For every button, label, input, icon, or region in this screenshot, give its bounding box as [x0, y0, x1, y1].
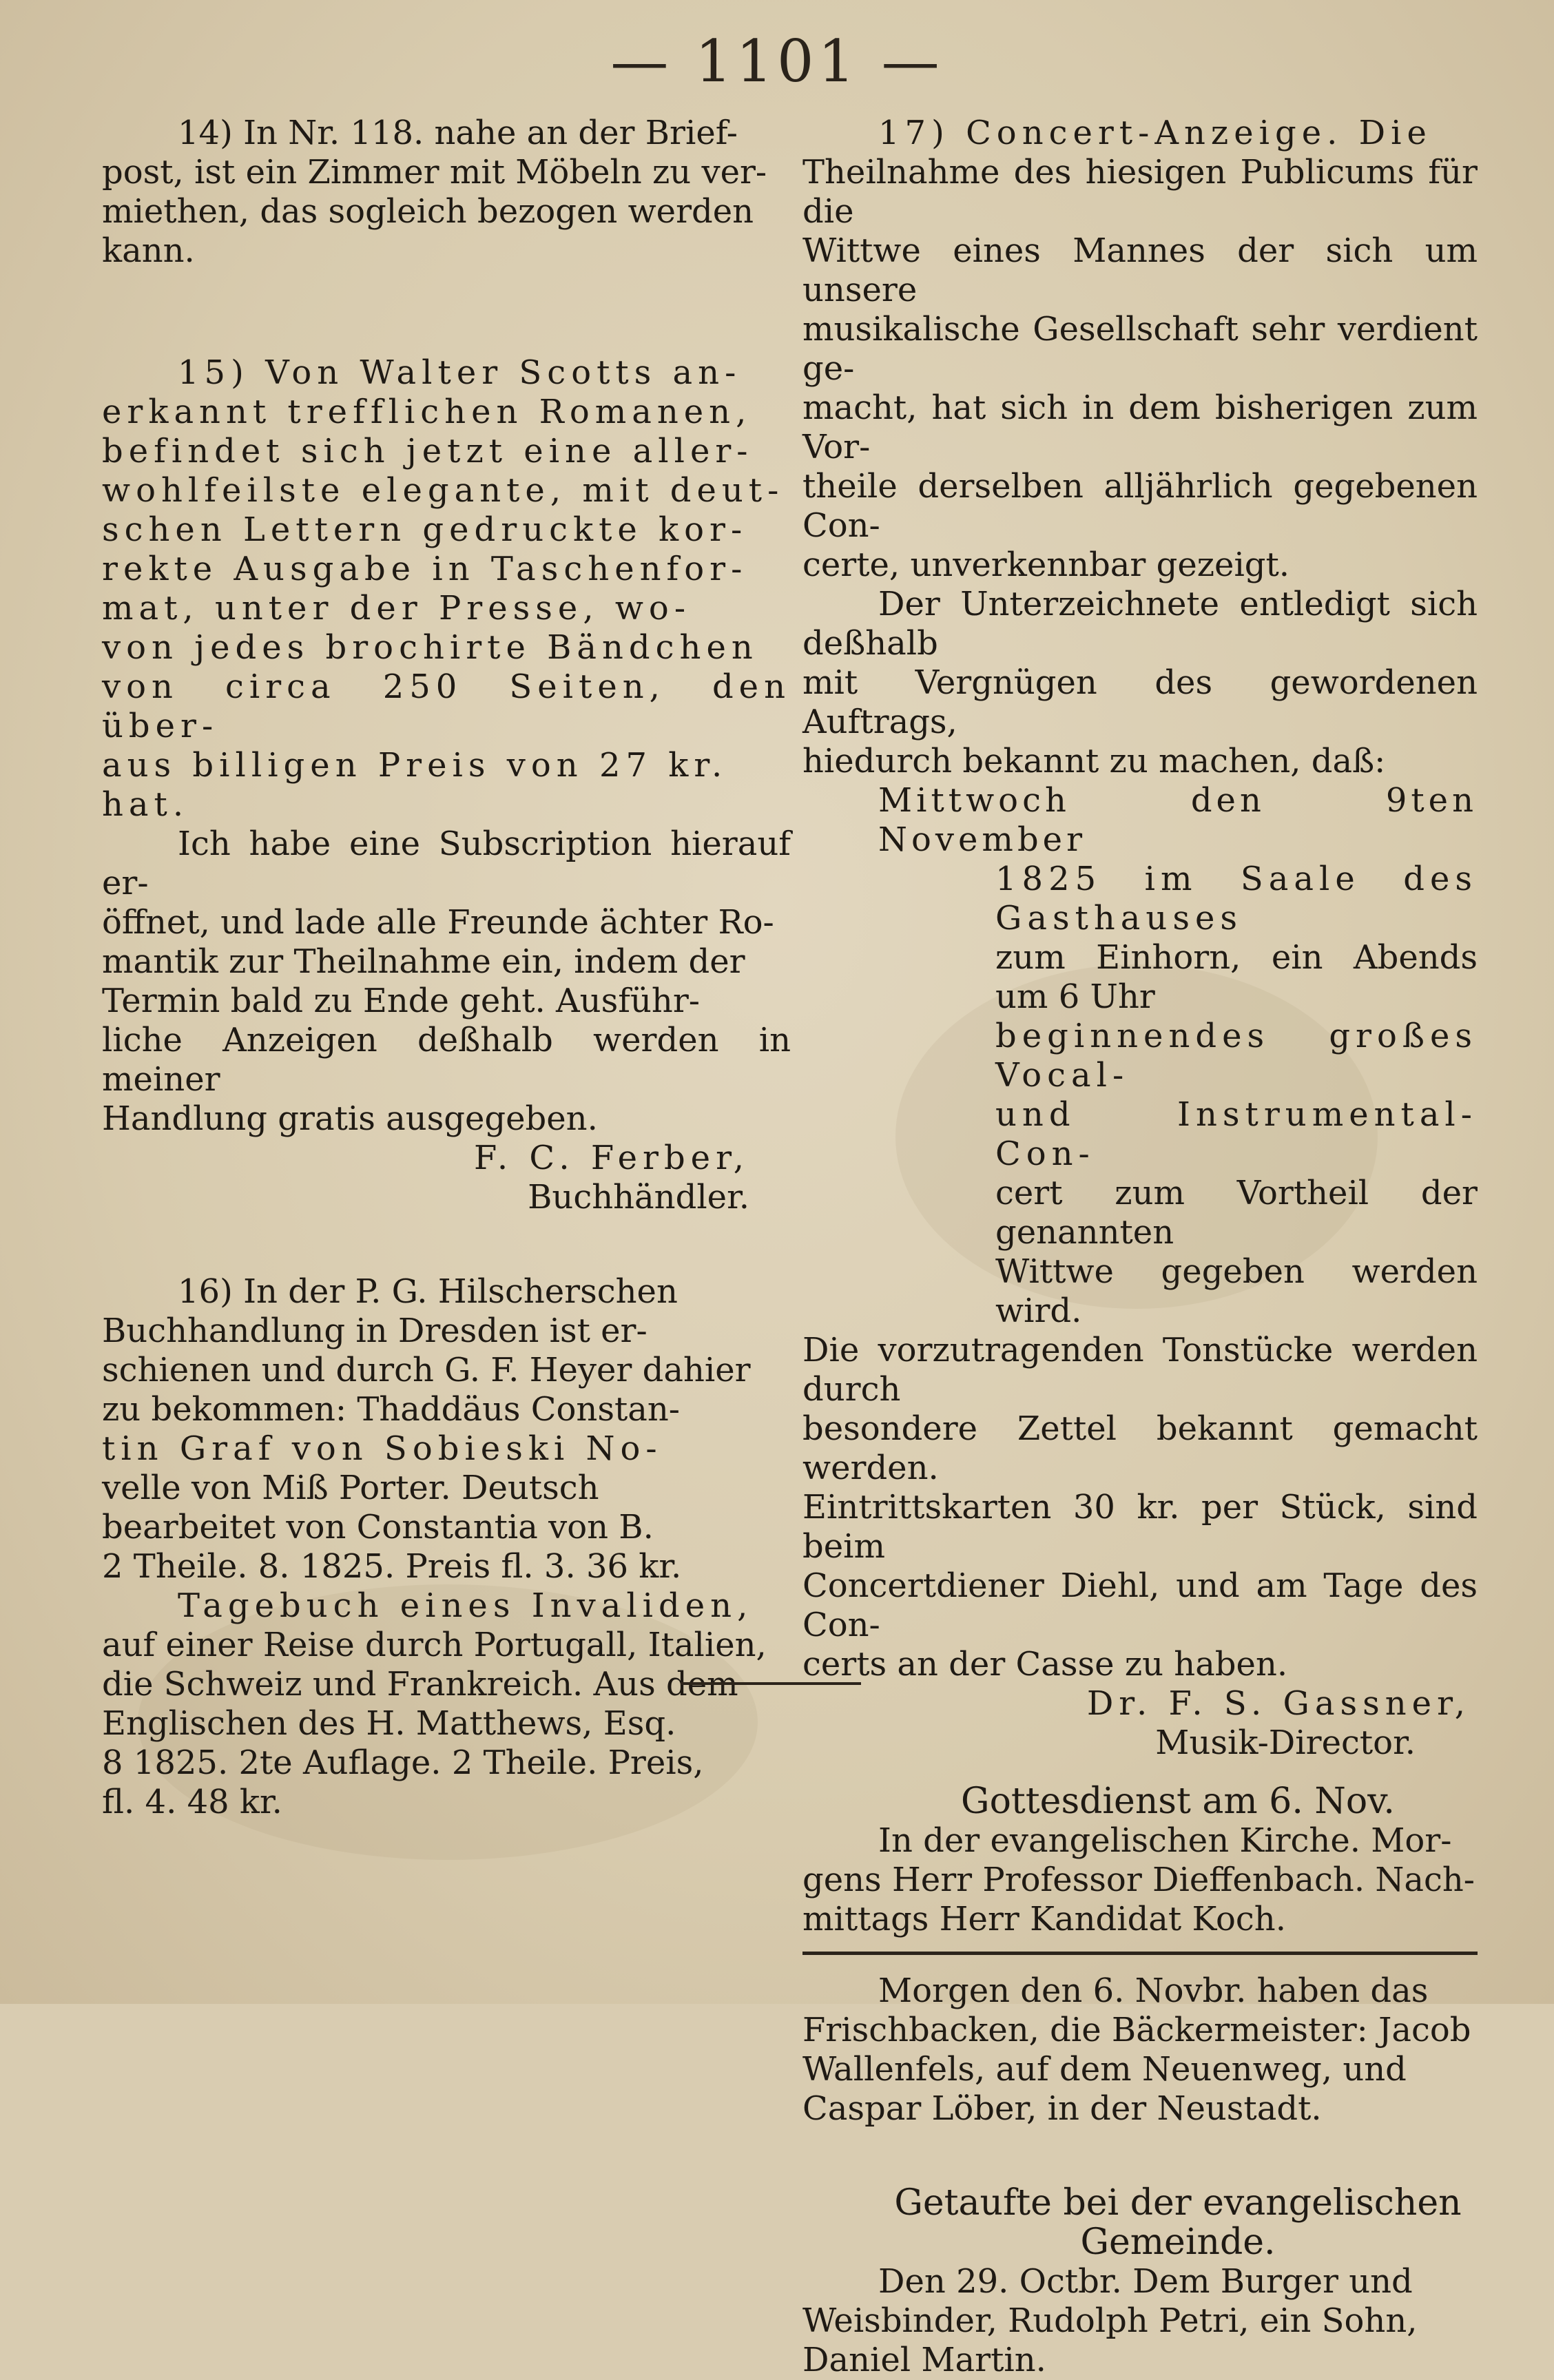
text-line: Ich habe eine Subscription hierauf er- [102, 825, 791, 902]
baptisms [802, 2184, 1478, 2380]
text-line: fl. 4. 48 kr. [102, 1783, 282, 1821]
text-line: Wittwe eines Mannes der sich um unsere [802, 231, 1478, 309]
text-line: certs an der Casse zu haben. [802, 1645, 1288, 1684]
text-line: Theilnahme des hiesigen Publicums für die [802, 153, 1478, 231]
left-column [102, 114, 791, 1822]
text-line: musikalische Gesellschaft sehr verdient ge- [802, 310, 1478, 388]
text-line: mat, unter der Presse, wo- [102, 589, 692, 628]
signature-title: Buchhändler. [528, 1178, 749, 1217]
notice-16 [102, 1272, 791, 1822]
church-services [802, 1782, 1478, 1939]
section-divider [802, 1952, 1478, 1955]
text-line: Frischbacken, die Bäckermeister: Jacob [802, 2011, 1471, 2049]
text-line: schen Lettern gedruckte kor- [102, 510, 748, 549]
text-line: die Schweiz und Frankreich. Aus dem [102, 1665, 738, 1704]
text-line: und Instrumental-Con- [995, 1095, 1478, 1173]
text-line: 8 1825. 2te Auflage. 2 Theile. Preis, [102, 1743, 704, 1782]
text-line: Tagebuch eines Invaliden, [178, 1586, 754, 1625]
text-line: Handlung gratis ausgegeben. [102, 1099, 598, 1138]
signature-name: Dr. F. S. Gassner, [1086, 1684, 1471, 1723]
notice-17 [802, 114, 1478, 1763]
text-line: Wallenfels, auf dem Neuenweg, und [802, 2050, 1407, 2089]
text-line: Buchhandlung in Dresden ist er- [102, 1312, 648, 1350]
text-line: cert zum Vortheil der genannten [995, 1174, 1478, 1252]
text-line: Morgen den 6. Novbr. haben das [878, 1972, 1429, 2010]
text-line: Der Unterzeichnete entledigt sich deßhalb [802, 585, 1478, 663]
text-line: post, ist ein Zimmer mit Möbeln zu ver- [102, 153, 767, 192]
text-line: certe, unverkennbar gezeigt. [802, 546, 1290, 584]
text-line: kann. [102, 231, 195, 270]
signature-title: Musik-Director. [1155, 1724, 1416, 1762]
text-line: tin Graf von Sobieski No- [102, 1429, 663, 1468]
text-line: 2 Theile. 8. 1825. Preis fl. 3. 36 kr. [102, 1547, 682, 1586]
text-line: besondere Zettel bekannt gemacht werden. [802, 1409, 1478, 1487]
text-line: Mittwoch den 9ten November [878, 781, 1478, 859]
text-line: Weisbinder, Rudolph Petri, ein Sohn, [802, 2301, 1418, 2340]
text-line: schienen und durch G. F. Heyer dahier [102, 1351, 751, 1389]
bakers-notice [802, 1972, 1478, 2129]
text-line: hiedurch bekannt zu machen, daß: [802, 742, 1386, 780]
text-line: befindet sich jetzt eine aller- [102, 432, 754, 470]
baptised-heading: Gemeinde. [1080, 2222, 1276, 2263]
text-line: zum Einhorn, ein Abends um 6 Uhr [995, 938, 1478, 1016]
signature-name: F. C. Ferber, [474, 1139, 749, 1177]
text-line: rekte Ausgabe in Taschenfor- [102, 550, 748, 588]
text-line: Caspar Löber, in der Neustadt. [802, 2089, 1322, 2128]
notice-15 [102, 353, 791, 1217]
service-heading: Gottesdienst am 6. Nov. [961, 1781, 1395, 1822]
text-line: Wittwe gegeben werden wird. [995, 1252, 1478, 1330]
text-line: von circa 250 Seiten, den über- [102, 668, 791, 745]
text-line: 17) Concert-Anzeige. Die [878, 114, 1432, 152]
text-line: 14) In Nr. 118. nahe an der Brief- [178, 114, 738, 152]
text-line: zu bekommen: Thaddäus Constan- [102, 1390, 680, 1429]
text-line: erkannt trefflichen Romanen, [102, 393, 752, 431]
notice-14 [102, 114, 791, 271]
text-line: gens Herr Professor Dieffenbach. Nach- [802, 1861, 1475, 1899]
text-line: Concertdiener Diehl, und am Tage des Con- [802, 1566, 1478, 1644]
end-rule [681, 1682, 861, 1685]
baptised-heading: Getaufte bei der evangelischen [894, 2182, 1462, 2224]
text-line: mittags Herr Kandidat Koch. [802, 1900, 1286, 1938]
text-line: In der evangelischen Kirche. Mor- [878, 1821, 1452, 1860]
text-line: miethen, das sogleich bezogen werden [102, 192, 754, 231]
text-line: auf einer Reise durch Portugall, Italien, [102, 1626, 767, 1664]
text-line: 16) In der P. G. Hilscherschen [178, 1272, 678, 1311]
text-line: macht, hat sich in dem bisherigen zum Vor- [802, 389, 1478, 466]
text-line: mit Vergnügen des gewordenen Auftrags, [802, 663, 1478, 741]
text-line: Die vorzutragenden Tonstücke werden durch [802, 1331, 1478, 1409]
text-line: Den 29. Octbr. Dem Burger und [878, 2262, 1413, 2301]
text-line: hat. [102, 785, 189, 824]
text-line: aus billigen Preis von 27 kr. [102, 746, 728, 785]
text-line: von jedes brochirte Bändchen [102, 628, 758, 667]
page-number: — 1101 — [610, 28, 944, 95]
text-line: bearbeitet von Constantia von B. [102, 1508, 654, 1546]
text-line: 15) Von Walter Scotts an- [178, 353, 742, 392]
text-line: Eintrittskarten 30 kr. per Stück, sind beim [802, 1488, 1478, 1566]
concert-details [878, 781, 1478, 1331]
text-line: theile derselben alljährlich gegebenen Con- [802, 467, 1478, 545]
text-line: beginnendes großes Vocal- [995, 1017, 1478, 1095]
right-column [802, 114, 1478, 2380]
text-line: liche Anzeigen deßhalb werden in meiner [102, 1021, 791, 1099]
text-line: Englischen des H. Matthews, Esq. [102, 1704, 676, 1743]
text-line: 1825 im Saale des Gasthauses [995, 860, 1478, 938]
text-line: velle von Miß Porter. Deutsch [102, 1469, 599, 1507]
text-line: Termin bald zu Ende geht. Ausführ- [102, 982, 700, 1020]
text-line: Daniel Martin. [802, 2341, 1046, 2379]
text-line: wohlfeilste elegante, mit deut- [102, 471, 785, 510]
text-line: öffnet, und lade alle Freunde ächter Ro- [102, 903, 774, 942]
text-line: mantik zur Theilnahme ein, indem der [102, 942, 745, 981]
